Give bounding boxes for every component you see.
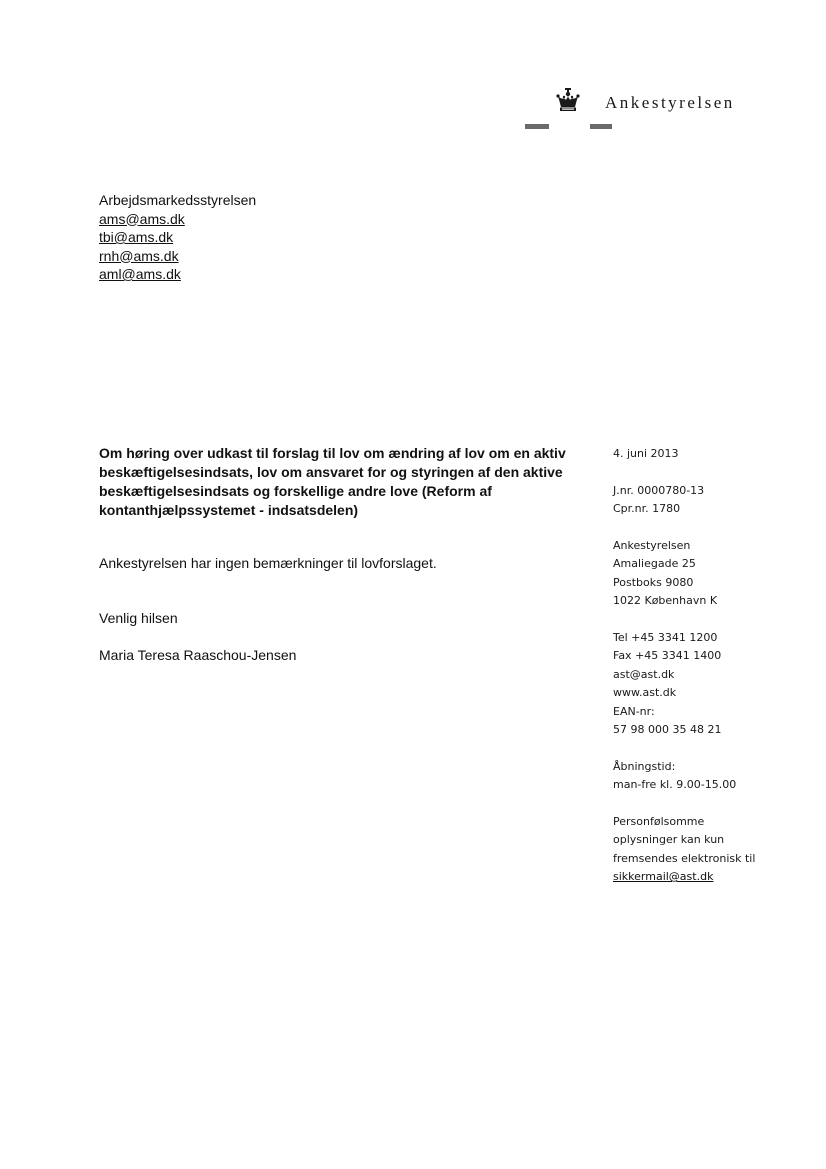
cpr-number: Cpr.nr. 1780 xyxy=(613,502,681,516)
spacer xyxy=(613,463,813,481)
recipient-email-link[interactable]: rnh@ams.dk xyxy=(99,247,179,264)
sender-website[interactable]: www.ast.dk xyxy=(613,686,677,700)
opening-hours-label: Åbningstid: xyxy=(613,759,676,773)
crown-icon xyxy=(555,88,581,114)
spacer xyxy=(613,739,813,757)
recipient-email-link[interactable]: aml@ams.dk xyxy=(99,266,181,282)
spacer xyxy=(613,795,813,813)
sender-po-box: Postboks 9080 xyxy=(613,575,694,589)
journal-number: J.nr. 0000780-13 xyxy=(613,483,705,497)
brand-name: Ankestyrelsen xyxy=(605,93,735,112)
opening-hours: man-fre kl. 9.00-15.00 xyxy=(613,778,737,792)
recipient-email-link[interactable]: ams@ams.dk xyxy=(99,210,185,227)
letterhead-bar-left xyxy=(525,124,549,129)
letterhead-logo xyxy=(555,88,785,136)
recipient-email-link[interactable]: tbi@ams.dk xyxy=(99,229,174,245)
ean-label: EAN-nr: xyxy=(613,704,655,718)
sender-street: Amaliegade 25 xyxy=(613,557,696,571)
privacy-note: Personfølsomme xyxy=(613,815,705,829)
sender-email[interactable]: ast@ast.dk xyxy=(613,667,675,681)
letterhead-bar-right xyxy=(590,124,612,129)
letter-statement: Ankestyrelsen har ingen bemærkninger til lovforslaget. xyxy=(99,555,437,571)
sender-fax: Fax +45 3341 1400 xyxy=(613,649,722,663)
spacer xyxy=(613,519,813,537)
secure-email-link[interactable]: sikkermail@ast.dk xyxy=(613,870,714,884)
privacy-note: fremsendes elektronisk til xyxy=(613,851,756,865)
letter-greeting: Venlig hilsen xyxy=(99,610,178,626)
sender-phone: Tel +45 3341 1200 xyxy=(613,631,718,645)
letter-signature: Maria Teresa Raaschou-Jensen xyxy=(99,647,297,663)
recipient-block xyxy=(99,191,256,284)
sender-info-sidebar xyxy=(613,445,813,887)
recipient-name: Arbejdsmarkedsstyrelsen xyxy=(99,192,257,208)
sender-city: 1022 København K xyxy=(613,594,718,608)
ean-number: 57 98 000 35 48 21 xyxy=(613,723,722,737)
privacy-note: oplysninger kan kun xyxy=(613,833,725,847)
letter-subject: Om høring over udkast til forslag til lov om ændring af lov om en aktiv beskæftigelsesindsats, lov om ansvaret for og styringen af den aktive beskæftigelsesindsats og forskellige andre love (Reform af kontanthjælpssystemet - indsatsdelen) xyxy=(99,445,566,518)
spacer xyxy=(613,611,813,629)
letter-date: 4. juni 2013 xyxy=(613,447,679,460)
sender-org-name: Ankestyrelsen xyxy=(613,539,691,552)
